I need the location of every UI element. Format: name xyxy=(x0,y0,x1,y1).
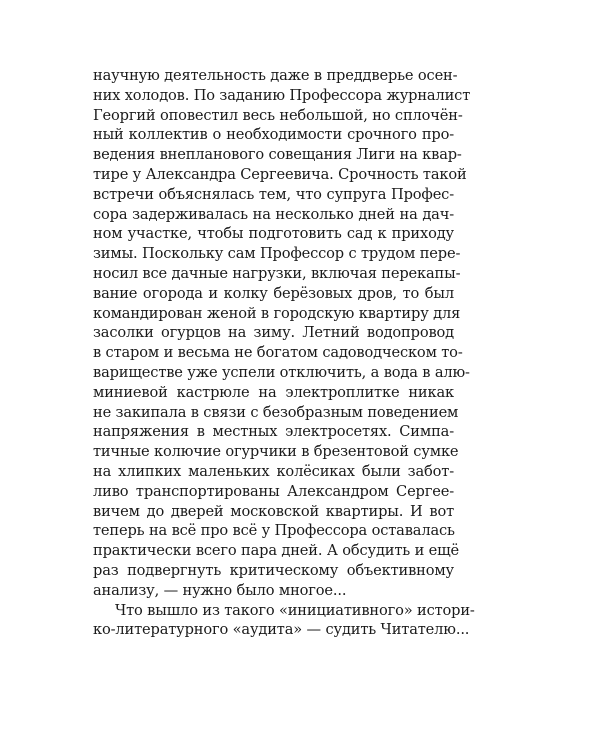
text-line: командирован женой в городскую квартиру для xyxy=(93,304,461,322)
text-line: них холодов. По заданию Профессора журналист xyxy=(93,86,471,104)
text-line: зимы. Поскольку сам Профессор с трудом пере- xyxy=(93,245,461,263)
text-line: тире у Александра Сергеевича. Срочность такой xyxy=(93,165,467,183)
text-line: носил все дачные нагрузки, включая перекапы- xyxy=(93,264,461,282)
text-line: ливо транспортированы Александром Сергее- xyxy=(93,482,454,500)
text-line: вичем до дверей московской квартиры. И вот xyxy=(93,502,454,520)
text-line: ном участке, чтобы подготовить сад к приходу xyxy=(93,225,454,243)
text-line: на хлипких маленьких колёсиках были забот- xyxy=(93,462,454,480)
text-line: Что вышло из такого «инициативного» истори- xyxy=(115,601,475,619)
text-line: раз подвергнуть критическому объективному xyxy=(93,561,454,579)
text-line: не закипала в связи с безобразным поведением xyxy=(93,403,459,421)
text-line: ведения внепланового совещания Лиги на квар- xyxy=(93,146,462,164)
text-line: засолки огурцов на зиму. Летний водопровод xyxy=(93,324,454,342)
text-line: сора задерживалась на несколько дней на дач- xyxy=(93,205,454,223)
text-line: ко-литературного «аудита» — судить Читателю... xyxy=(93,621,470,639)
text-line: вание огорода и колку берёзовых дров, то был xyxy=(93,284,454,302)
page-text xyxy=(93,66,475,640)
text-line: научную деятельность даже в преддверье осен- xyxy=(93,67,458,84)
paragraph-2 xyxy=(93,601,475,641)
text-line: анализу, — нужно было многое... xyxy=(93,581,347,599)
text-line: Георгий оповестил весь небольшой, но сплочён- xyxy=(93,106,463,124)
paragraph-1 xyxy=(93,66,471,601)
text-line: миниевой кастрюле на электроплитке никак xyxy=(93,383,454,401)
text-line: теперь на всё про всё у Профессора оставалась xyxy=(93,522,455,540)
text-line: тичные колючие огурчики в брезентовой сумке xyxy=(93,443,459,461)
text-line: встречи объяснялась тем, что супруга Профес- xyxy=(93,185,454,203)
text-line: напряжения в местных электросетях. Симпа- xyxy=(93,423,454,441)
text-line: в старом и весьма не богатом садоводческом то- xyxy=(93,344,463,362)
text-line: вариществе уже успели отключить, а вода в алю- xyxy=(93,363,470,381)
text-line: практически всего пара дней. А обсудить и ещё xyxy=(93,542,460,560)
text-line: ный коллектив о необходимости срочного про- xyxy=(93,126,454,144)
